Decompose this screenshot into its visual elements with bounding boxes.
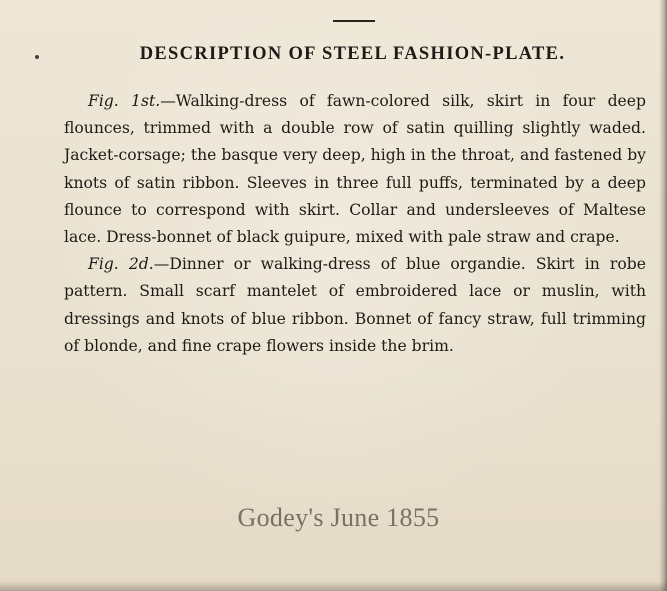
paragraph-text: —Dinner or walking-dress of blue organdie. Skirt in robe pattern. Small scarf mantelet of embroidered lace or muslin, with dressings and knots of blue ribbon. Bonnet of fancy straw, full trimming of blonde, and fine crape flowers inside the brim. (64, 255, 646, 355)
description-body (64, 88, 646, 360)
paragraph-fig-2 (64, 251, 646, 360)
fig-label: Fig. 1st. (88, 92, 161, 110)
page-bottom-shadow (0, 581, 667, 591)
fig-label: Fig. 2d. (88, 255, 154, 274)
top-rule (333, 20, 375, 22)
source-caption: Godey's June 1855 (237, 503, 440, 532)
paragraph-text: —Walking-dress of fawn-colored silk, skirt in four deep flounces, trimmed with a double row of satin quilling slightly waded. Jacket-corsage; the basque very deep, high in the throat, and fastened by knots of satin ribbon. Sleeves in three full puffs, terminated by a deep flounce to correspond with skirt. Collar and undersleeves of Maltese lace. Dress-bonnet of black guipure, mixed with pale straw and crape. (64, 92, 646, 247)
paragraph-fig-1 (64, 88, 646, 251)
page-title: DESCRIPTION OF STEEL FASHION-PLATE. (139, 44, 566, 64)
